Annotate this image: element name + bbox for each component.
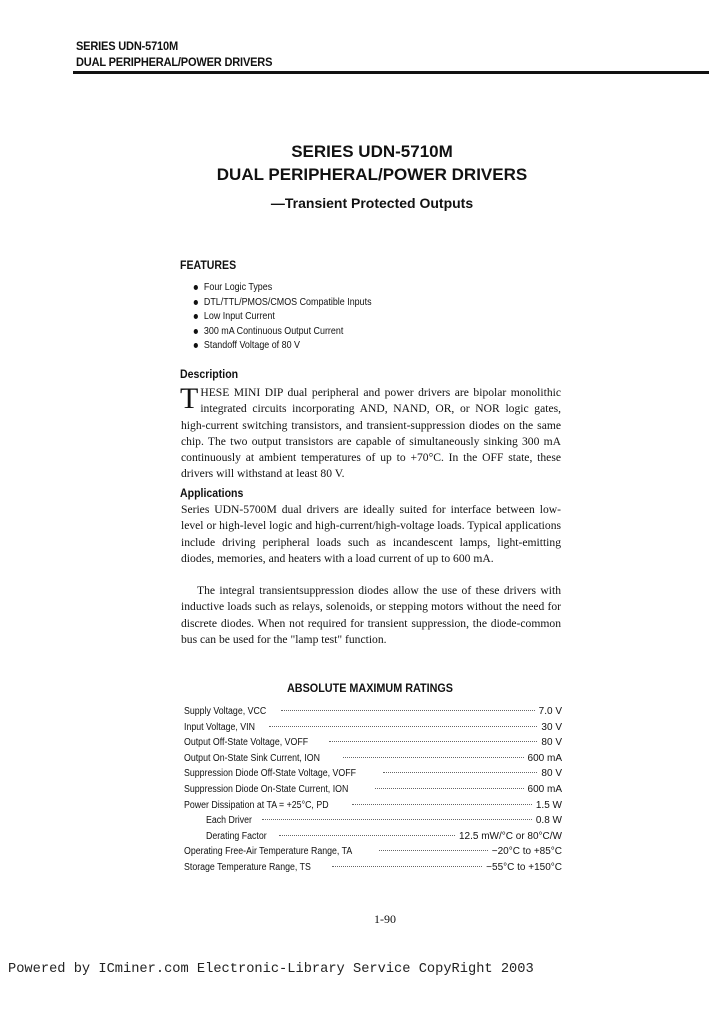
rating-value: 1.5 W <box>535 799 562 811</box>
footer-watermark: Powered by ICminer.com Electronic-Library Service CopyRight 2003 <box>8 962 534 977</box>
rating-value: 12.5 mW/°C or 80°C/W <box>458 830 562 842</box>
rating-value: 600 mA <box>527 752 562 764</box>
rating-value: 7.0 V <box>538 706 562 717</box>
feature-item: Low Input Current <box>192 309 372 324</box>
rating-row <box>184 813 562 829</box>
doc-subtitle: DUAL PERIPHERAL/POWER DRIVERS <box>216 165 528 184</box>
doc-title: SERIES UDN-5710M <box>291 142 453 161</box>
leader-dots <box>281 710 534 711</box>
rating-value: 30 V <box>541 721 562 733</box>
running-header-line1: SERIES UDN-5710M <box>76 39 178 53</box>
rating-row <box>184 766 562 782</box>
feature-item: DTL/TTL/PMOS/CMOS Compatible Inputs <box>192 295 372 310</box>
features-heading: FEATURES <box>180 258 237 272</box>
applications-paragraph-2: The integral transientsuppression diodes allow the use of these drivers with inductive loads such as relays, solenoids, or stepping motors without the need for discrete diodes. When not required for transient suppression, the diode-common bus can be used for the "lamp test" function. <box>181 584 561 646</box>
rating-value: 0.8 W <box>535 815 562 827</box>
rating-label: Storage Temperature Range, TS <box>184 861 311 873</box>
rating-row <box>184 844 562 860</box>
features-list <box>192 280 372 353</box>
rating-label: Supply Voltage, VCC <box>184 706 267 717</box>
rating-value: −55°C to +150°C <box>486 861 562 873</box>
rating-row <box>184 704 562 720</box>
rating-value: 80 V <box>541 737 562 749</box>
description-paragraph <box>180 382 561 483</box>
header-rule <box>73 71 709 74</box>
rating-label: Output On-State Sink Current, ION <box>184 752 320 764</box>
rating-value: 80 V <box>541 768 562 780</box>
running-header <box>76 38 272 70</box>
rating-label: Input Voltage, VIN <box>184 721 255 733</box>
rating-label: Each Driver <box>206 815 252 827</box>
applications-paragraph-1: Series UDN-5700M dual drivers are ideally suited for interface between low-level or high-level logic and high-current/high-voltage loads. Typical applications include driving peripheral loads such as incandescent lamps, light-emitting diodes, memories, and heaters with a load current of up to 600 mA. <box>181 503 561 565</box>
feature-item: Four Logic Types <box>192 280 372 295</box>
drop-cap: T <box>180 382 199 415</box>
leader-dots <box>375 788 524 789</box>
rating-label: Power Dissipation at TA = +25°C, PD <box>184 799 329 811</box>
leader-dots <box>279 835 455 836</box>
leader-dots <box>262 819 532 820</box>
ratings-table <box>184 704 562 876</box>
rating-label: Derating Factor <box>206 830 267 842</box>
rating-label: Suppression Diode Off-State Voltage, VOFF <box>184 768 357 780</box>
leader-dots <box>332 866 482 867</box>
rating-row <box>184 782 562 798</box>
doc-tagline: —Transient Protected Outputs <box>270 195 474 211</box>
leader-dots <box>269 726 538 727</box>
rating-row <box>184 829 562 845</box>
applications-heading: Applications <box>180 486 244 500</box>
rating-label: Output Off-State Voltage, VOFF <box>184 737 309 749</box>
leader-dots <box>383 772 537 773</box>
leader-dots <box>379 850 488 851</box>
description-heading: Description <box>180 367 239 381</box>
rating-row <box>184 720 562 736</box>
rating-label: Operating Free-Air Temperature Range, TA <box>184 846 353 858</box>
rating-row <box>184 798 562 814</box>
rating-label: Suppression Diode On-State Current, ION <box>184 783 349 795</box>
feature-item: 300 mA Continuous Output Current <box>192 324 372 339</box>
rating-row <box>184 735 562 751</box>
rating-row <box>184 751 562 767</box>
leader-dots <box>343 757 524 758</box>
page-number: 1-90 <box>374 912 396 926</box>
rating-value: 600 mA <box>527 783 562 795</box>
ratings-heading: ABSOLUTE MAXIMUM RATINGS <box>287 681 453 695</box>
feature-item: Standoff Voltage of 80 V <box>192 338 372 353</box>
leader-dots <box>352 804 532 805</box>
leader-dots <box>329 741 537 742</box>
rating-value: −20°C to +85°C <box>491 846 562 858</box>
running-header-line2: DUAL PERIPHERAL/POWER DRIVERS <box>76 55 273 69</box>
rating-row <box>184 860 562 876</box>
description-text: HESE MINI DIP dual peripheral and power drivers are bipolar monolithic integrated circuits incorporating AND, NAND, OR, or NOR logic gates, high-current switching transistors, and transient-suppression diodes on the same chip. The two output transistors are capable of simultaneously sinking 300 mA continuously at ambient temperatures of up to +70°C. In the OFF state, these drivers will withstand at least 80 V. <box>181 386 561 481</box>
